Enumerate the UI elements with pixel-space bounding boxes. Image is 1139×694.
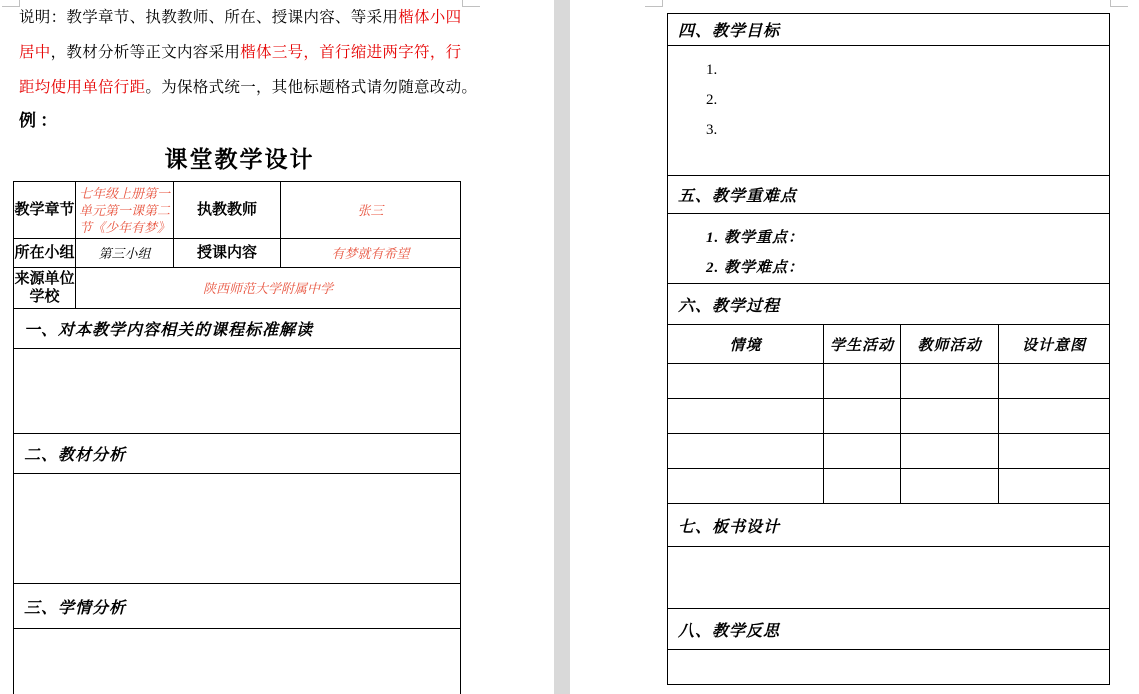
teaching-key-point: 1. 教学重点： [706,230,805,246]
section-4-header: 四、教学目标 [668,14,1110,46]
document-page-1 [0,0,554,694]
instruction-text-red: 居中 [19,44,51,61]
label-instructor: 执教教师 [174,182,281,239]
key-points-cell[interactable] [668,214,1110,284]
process-row-cell[interactable] [901,469,999,504]
instruction-text: 说明：教学章节、执教教师、所在、授课内容、等采用 [19,9,399,26]
instruction-text: ，教材分析等正文内容采用 [50,44,241,61]
process-row-cell[interactable] [999,364,1110,399]
instruction-text-red: 楷体三号，首行缩进两字符，行 [240,44,462,61]
process-row-cell[interactable] [668,364,824,399]
example-label: 例 ： [19,111,58,130]
process-header-teacher-activity: 教师活动 [901,325,999,364]
label-source-school: 来源单位学校 [14,268,76,309]
section-7-header: 七、板书设计 [668,504,1110,547]
document-page-2 [570,0,1139,694]
process-row-cell[interactable] [824,434,901,469]
section-1-header: 一、对本教学内容相关的课程标准解读 [14,309,461,349]
process-row-cell[interactable] [668,399,824,434]
process-row-cell[interactable] [999,434,1110,469]
process-row-cell[interactable] [999,399,1110,434]
text-boundary-mark [2,0,20,7]
text-boundary-mark [1110,0,1128,7]
instruction-text-red: 楷体小四 [398,9,462,26]
process-row-cell[interactable] [901,364,999,399]
reflection-content-cell[interactable] [668,650,1110,685]
instruction-text: 。为保格式统一，其他标题格式请勿随意改动。 [145,79,478,96]
teaching-difficult-point: 2. 教学难点： [706,260,805,276]
goal-item-3: 3. [706,122,718,138]
section-5-header: 五、教学重难点 [668,176,1110,214]
label-lesson-content: 授课内容 [174,239,281,268]
process-row-cell[interactable] [668,434,824,469]
material-analysis-content-cell[interactable] [14,474,461,584]
teaching-design-table-continued [667,13,1110,685]
teaching-design-table [13,181,461,694]
value-lesson-content[interactable]: 有梦就有希望 [281,239,461,268]
section-2-header: 二、教材分析 [14,434,461,474]
process-row-cell[interactable] [901,399,999,434]
process-row-cell[interactable] [824,364,901,399]
process-header-student-activity: 学生活动 [824,325,901,364]
process-header-design-intent: 设计意图 [999,325,1110,364]
goals-cell[interactable] [668,46,1110,176]
process-header-situation: 情境 [668,325,824,364]
section-3-header: 三、学情分析 [14,584,461,629]
label-teaching-chapter: 教学章节 [14,182,76,239]
goal-item-1: 1. [706,62,718,78]
process-row-cell[interactable] [824,469,901,504]
text-boundary-mark [462,0,480,7]
standards-content-cell[interactable] [14,349,461,434]
goal-item-2: 2. [706,92,718,108]
process-row-cell[interactable] [668,469,824,504]
value-instructor[interactable]: 张三 [281,182,461,239]
board-design-content-cell[interactable] [668,547,1110,609]
label-group: 所在小组 [14,239,76,268]
instruction-text-red: 距均使用单倍行距 [19,79,146,96]
text-boundary-mark [645,0,663,7]
learner-analysis-content-cell[interactable] [14,629,461,694]
section-8-header: 八、教学反思 [668,609,1110,650]
document-title: 课堂教学设计 [164,147,315,172]
process-row-cell[interactable] [824,399,901,434]
value-source-school[interactable]: 陕西师范大学附属中学 [76,268,461,309]
process-row-cell[interactable] [999,469,1110,504]
format-instructions-paragraph [19,0,478,105]
section-6-header: 六、教学过程 [668,284,1110,325]
value-group[interactable]: 第三小组 [76,239,174,268]
value-teaching-chapter[interactable]: 七年级上册第一单元第一课第二节《少年有梦》 [76,182,174,239]
process-row-cell[interactable] [901,434,999,469]
